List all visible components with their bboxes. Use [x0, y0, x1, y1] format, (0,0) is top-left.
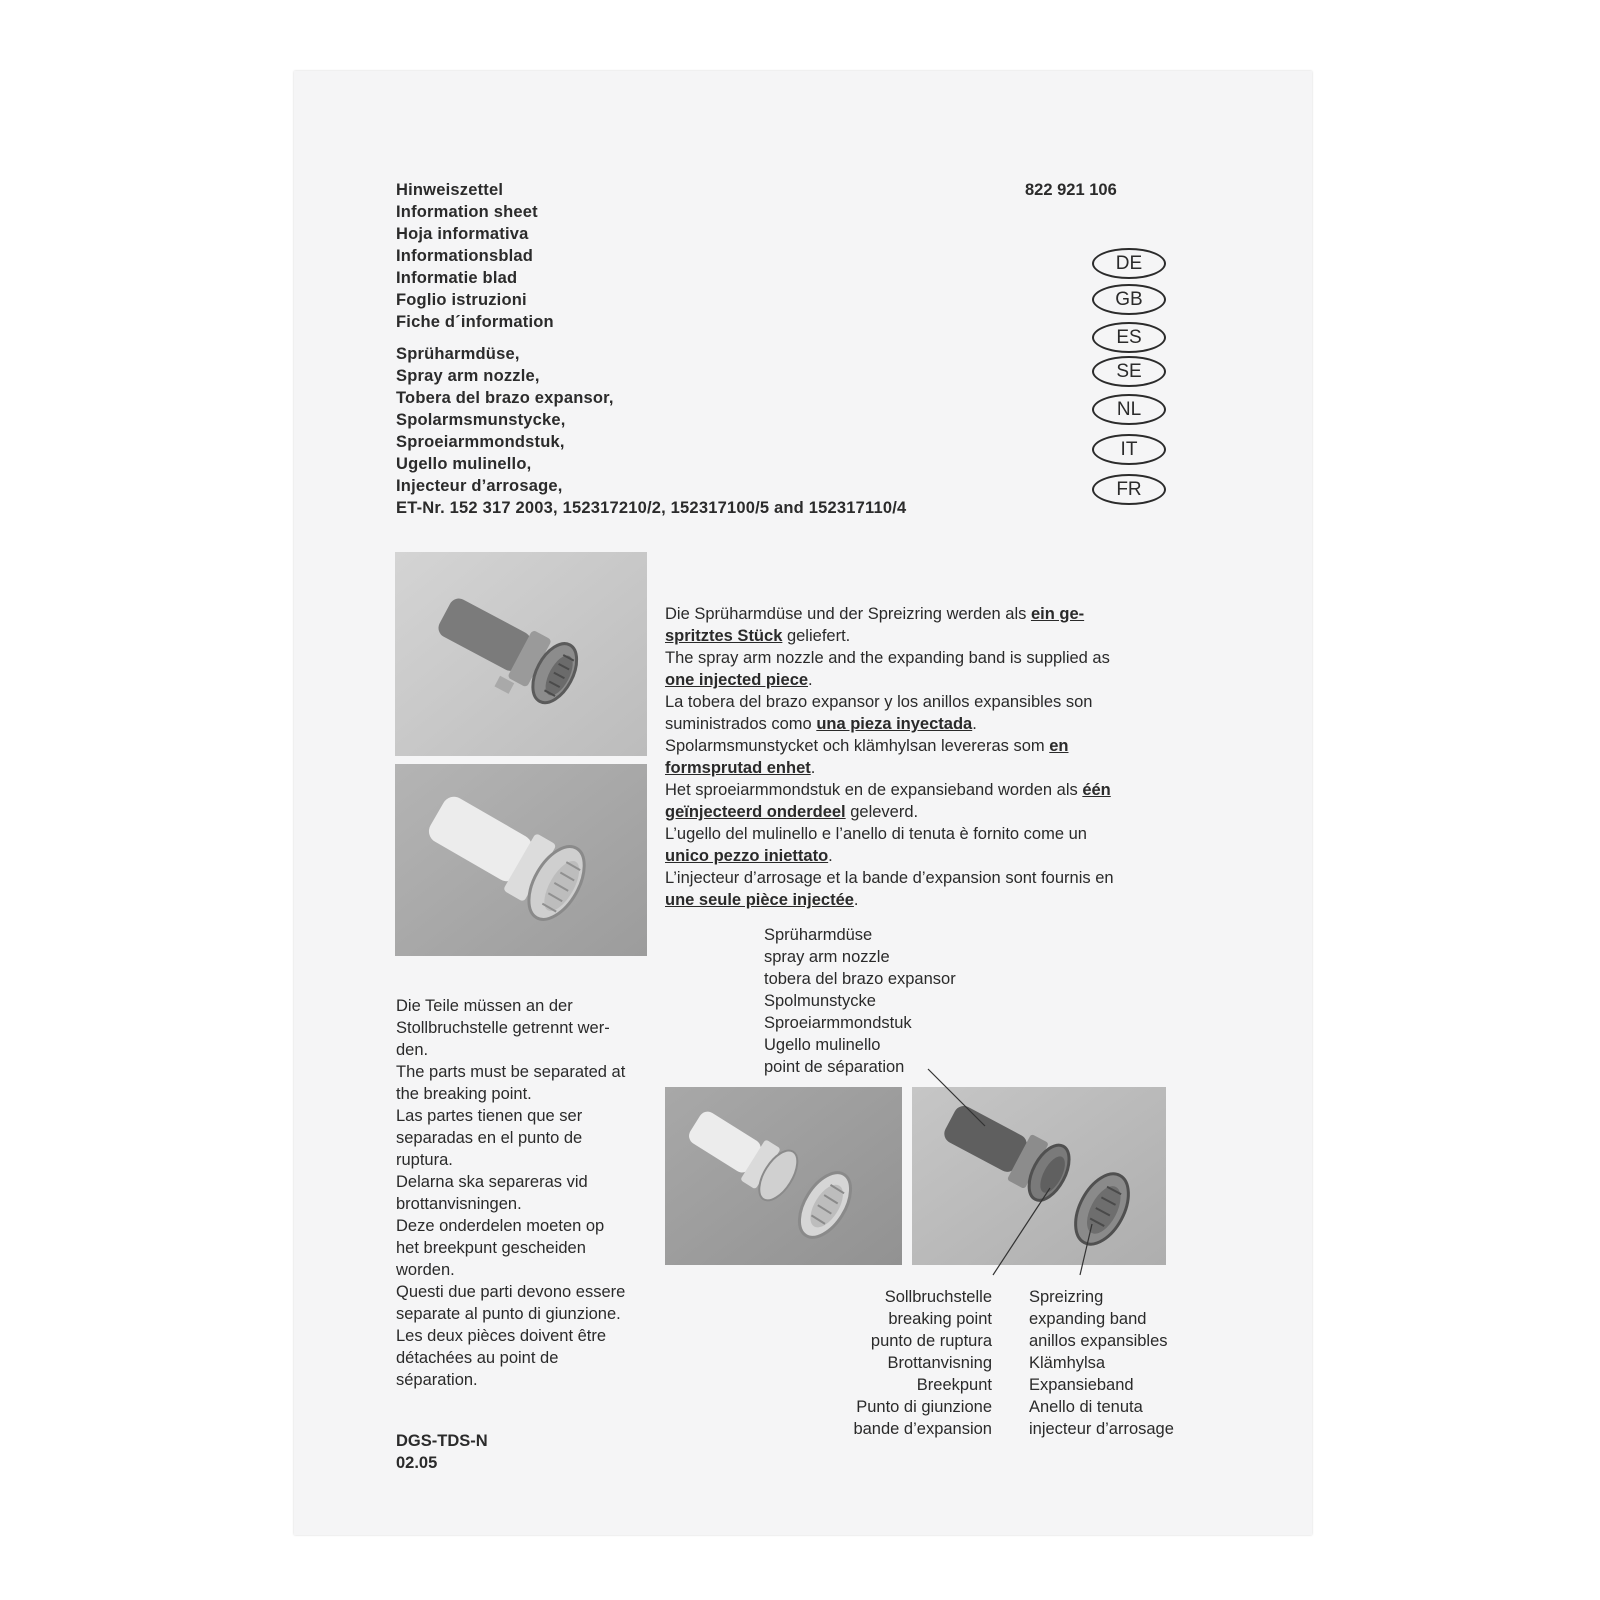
separation-line: brottanvisningen.	[396, 1195, 522, 1213]
title-se: Informationsblad	[396, 247, 534, 265]
breaking-label-gb: breaking point	[888, 1310, 992, 1328]
desc-de-line1: Die Sprüharmdüse und der Spreizring werden als ein ge-	[665, 605, 1085, 623]
ring-label-nl: Expansieband	[1029, 1376, 1134, 1394]
separation-line: separate al punto di giunzione.	[396, 1305, 621, 1323]
expanding-ring-labels	[1029, 1286, 1174, 1440]
separation-line: ruptura.	[396, 1151, 453, 1169]
part-name-fr: Injecteur d’arrosage,	[396, 477, 563, 495]
desc-fr-line1: L’injecteur d’arrosage et la bande d’expansion sont fournis en	[665, 869, 1114, 887]
desc-es-line2: suministrados como una pieza inyectada.	[665, 715, 977, 733]
footer	[396, 1430, 488, 1474]
language-badge-gb: GB	[1092, 284, 1166, 315]
separation-line: worden.	[396, 1261, 455, 1279]
separation-line: Die Teile müssen an der	[396, 997, 573, 1015]
desc-gb-line1: The spray arm nozzle and the expanding band is supplied as	[665, 649, 1110, 667]
desc-nl-line2: geïnjecteerd onderdeel geleverd.	[665, 803, 919, 821]
nozzle-label-fr: point de séparation	[764, 1058, 905, 1076]
part-name-es: Tobera del brazo expansor,	[396, 389, 614, 407]
desc-fr-line2: une seule pièce injectée.	[665, 891, 859, 909]
desc-de-line2: spritztes Stück geliefert.	[665, 627, 851, 645]
nozzle-label-es: tobera del brazo expansor	[764, 970, 956, 988]
footer-date: 02.05	[396, 1454, 438, 1472]
language-badge-it: IT	[1092, 434, 1166, 465]
part-name-se: Spolarmsmunstycke,	[396, 411, 566, 429]
document-number: 822 921 106	[1025, 181, 1117, 199]
language-badge-es: ES	[1092, 322, 1166, 353]
title-gb: Information sheet	[396, 203, 538, 221]
breaking-label-de: Sollbruchstelle	[884, 1288, 992, 1306]
separation-instructions	[396, 995, 661, 1391]
separation-line: den.	[396, 1041, 429, 1059]
desc-gb-line2: one injected piece.	[665, 671, 813, 689]
desc-it-line1: L’ugello del mulinello e l’anello di tenuta è fornito come un	[665, 825, 1087, 843]
part-name-it: Ugello mulinello,	[396, 455, 532, 473]
part-name-nl: Sproeiarmmondstuk,	[396, 433, 565, 451]
separation-line: Delarna ska separeras vid	[396, 1173, 588, 1191]
part-numbers: ET-Nr. 152 317 2003, 152317210/2, 152317100/5 and 152317110/4	[396, 499, 907, 517]
photo-nozzle-grey	[395, 552, 647, 756]
separation-line: Questi due parti devono essere	[396, 1283, 626, 1301]
part-name-gb: Spray arm nozzle,	[396, 367, 540, 385]
desc-es-line1: La tobera del brazo expansor y los anillos expansibles son	[665, 693, 1093, 711]
nozzle-labels	[764, 924, 956, 1078]
ring-label-it: Anello di tenuta	[1029, 1398, 1143, 1416]
part-name-de: Sprüharmdüse,	[396, 345, 520, 363]
language-badge-nl: NL	[1092, 394, 1166, 425]
separation-line: Stollbruchstelle getrennt wer-	[396, 1019, 610, 1037]
desc-se-line2: formsprutad enhet.	[665, 759, 816, 777]
title-de: Hinweiszettel	[396, 181, 504, 199]
photo-separated-white	[665, 1087, 902, 1265]
language-badge-se: SE	[1092, 356, 1166, 387]
ring-label-gb: expanding band	[1029, 1310, 1147, 1328]
nozzle-label-nl: Sproeiarmmondstuk	[764, 1014, 912, 1032]
breaking-point-labels	[800, 1286, 992, 1440]
sheet-titles	[396, 179, 554, 333]
desc-it-line2: unico pezzo iniettato.	[665, 847, 833, 865]
footer-code: DGS-TDS-N	[396, 1432, 488, 1450]
language-badge-de: DE	[1092, 248, 1166, 279]
photo-nozzle-white	[395, 764, 647, 956]
photo-separated-grey	[912, 1087, 1166, 1265]
ring-label-es: anillos expansibles	[1029, 1332, 1168, 1350]
separation-line: the breaking point.	[396, 1085, 532, 1103]
separation-line: Las partes tienen que ser	[396, 1107, 583, 1125]
title-it: Foglio istruzioni	[396, 291, 527, 309]
ring-label-de: Spreizring	[1029, 1288, 1104, 1306]
separation-line: The parts must be separated at	[396, 1063, 626, 1081]
breaking-label-nl: Breekpunt	[916, 1376, 992, 1394]
ring-label-fr: injecteur d’arrosage	[1029, 1420, 1174, 1438]
ring-label-se: Klämhylsa	[1029, 1354, 1106, 1372]
separation-line: détachées au point de	[396, 1349, 559, 1367]
separation-line: separadas en el punto de	[396, 1129, 583, 1147]
separation-line: Deze onderdelen moeten op	[396, 1217, 605, 1235]
title-nl: Informatie blad	[396, 269, 518, 287]
nozzle-label-de: Sprüharmdüse	[764, 926, 873, 944]
desc-se-line1: Spolarmsmunstycket och klämhylsan levereras som en	[665, 737, 1069, 755]
separation-line: séparation.	[396, 1371, 478, 1389]
breaking-label-se: Brottanvisning	[887, 1354, 992, 1372]
nozzle-label-se: Spolmunstycke	[764, 992, 876, 1010]
supply-description	[665, 603, 1185, 911]
desc-nl-line1: Het sproeiarmmondstuk en de expansieband worden als één	[665, 781, 1111, 799]
breaking-label-es: punto de ruptura	[870, 1332, 992, 1350]
part-names	[396, 343, 906, 519]
language-badge-fr: FR	[1092, 474, 1166, 505]
nozzle-label-gb: spray arm nozzle	[764, 948, 890, 966]
separation-line: Les deux pièces doivent être	[396, 1327, 607, 1345]
separation-line: het breekpunt gescheiden	[396, 1239, 586, 1257]
title-fr: Fiche d´information	[396, 313, 554, 331]
title-es: Hoja informativa	[396, 225, 529, 243]
nozzle-label-it: Ugello mulinello	[764, 1036, 881, 1054]
breaking-label-fr: bande d’expansion	[853, 1420, 992, 1438]
breaking-label-it: Punto di giunzione	[856, 1398, 992, 1416]
